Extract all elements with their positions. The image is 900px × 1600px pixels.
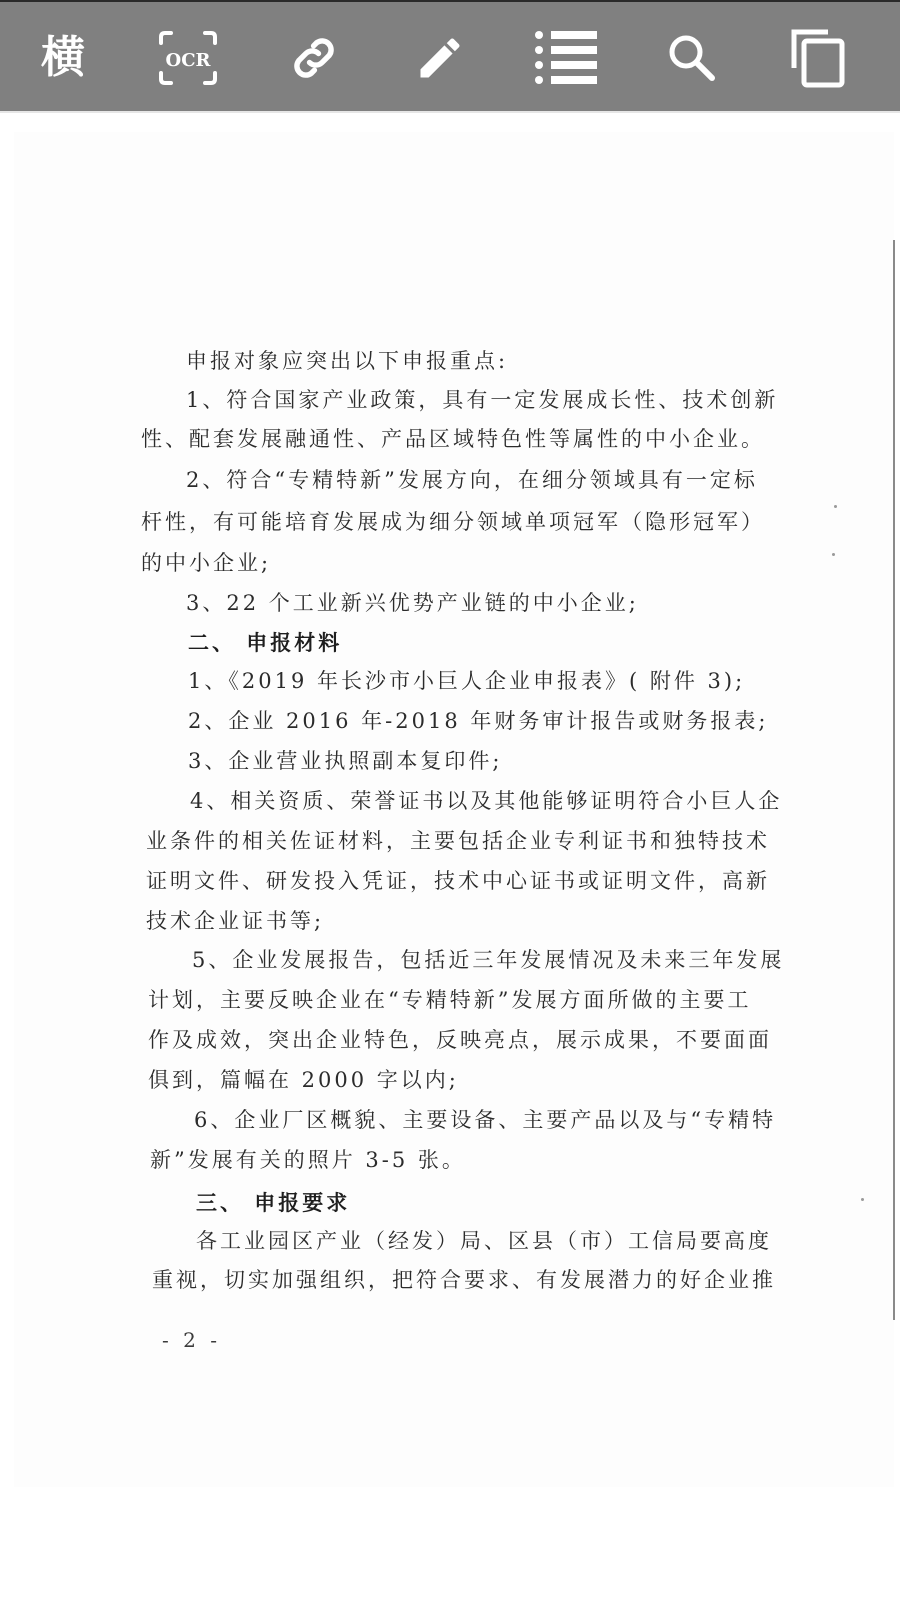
doc-line: 1、《2019 年长沙市小巨人企业申报表》( 附件 3); [188, 669, 746, 693]
landscape-label: 横 [41, 31, 85, 83]
doc-line: 4、相关资质、荣誉证书以及其他能够证明符合小巨人企 [190, 789, 783, 813]
ocr-scan-icon [157, 29, 219, 87]
doc-line: 2、符合“专精特新”发展方向，在细分领域具有一定标 [186, 468, 758, 492]
section-heading-requirements: 三、 申报要求 [196, 1191, 351, 1215]
doc-line: 1、符合国家产业政策，具有一定发展成长性、技术创新 [186, 388, 779, 412]
doc-line: 业条件的相关佐证材料，主要包括企业专利证书和独特技术 [146, 829, 770, 853]
doc-line: 3、22 个工业新兴优势产业链的中小企业; [186, 591, 639, 615]
link-button[interactable] [266, 2, 362, 113]
scan-speck [861, 1198, 864, 1201]
doc-line: 新”发展有关的照片 3-5 张。 [150, 1148, 466, 1172]
page-number: - 2 - [162, 1328, 221, 1352]
doc-line: 各工业园区产业（经发）局、区县（市）工信局要高度 [196, 1229, 772, 1253]
svg-text:OCR: OCR [165, 49, 211, 71]
doc-line: 计划，主要反映企业在“专精特新”发展方面所做的主要工 [148, 988, 752, 1012]
doc-line: 作及成效，突出企业特色，反映亮点，展示成果，不要面面 [148, 1028, 772, 1052]
doc-line: 2、企业 2016 年-2018 年财务审计报告或财务报表; [188, 709, 769, 733]
doc-line: 俱到，篇幅在 2000 字以内; [148, 1068, 459, 1092]
doc-line: 技术企业证书等; [146, 909, 325, 933]
scan-speck [834, 505, 837, 508]
pencil-icon [414, 32, 466, 84]
outline-button[interactable] [518, 2, 614, 113]
copy-button[interactable] [770, 2, 866, 113]
search-icon [666, 32, 718, 84]
list-icon [533, 29, 599, 87]
landscape-button[interactable] [15, 2, 111, 113]
doc-line: 3、企业营业执照副本复印件; [188, 749, 503, 773]
doc-line: 申报对象应突出以下申报重点: [186, 349, 509, 373]
doc-line: 重视，切实加强组织，把符合要求、有发展潜力的好企业推 [152, 1268, 776, 1292]
top-toolbar [0, 0, 900, 111]
doc-line: 性、配套发展融通性、产品区域特色性等属性的中小企业。 [141, 427, 765, 451]
edit-button[interactable] [392, 2, 488, 113]
doc-line: 杆性，有可能培育发展成为细分领域单项冠军（隐形冠军） [141, 510, 765, 534]
doc-line: 5、企业发展报告，包括近三年发展情况及未来三年发展 [192, 948, 785, 972]
copy-icon [790, 28, 846, 88]
section-heading-materials: 二、 申报材料 [188, 631, 343, 655]
ocr-button[interactable] [140, 2, 236, 113]
doc-line: 的中小企业; [141, 551, 272, 575]
doc-line: 证明文件、研发投入凭证，技术中心证书或证明文件，高新 [146, 869, 770, 893]
link-icon [287, 31, 341, 85]
doc-line: 6、企业厂区概貌、主要设备、主要产品以及与“专精特 [194, 1108, 777, 1132]
scan-speck [832, 553, 835, 556]
search-button[interactable] [644, 2, 740, 113]
page-edge-shadow [893, 240, 895, 1320]
